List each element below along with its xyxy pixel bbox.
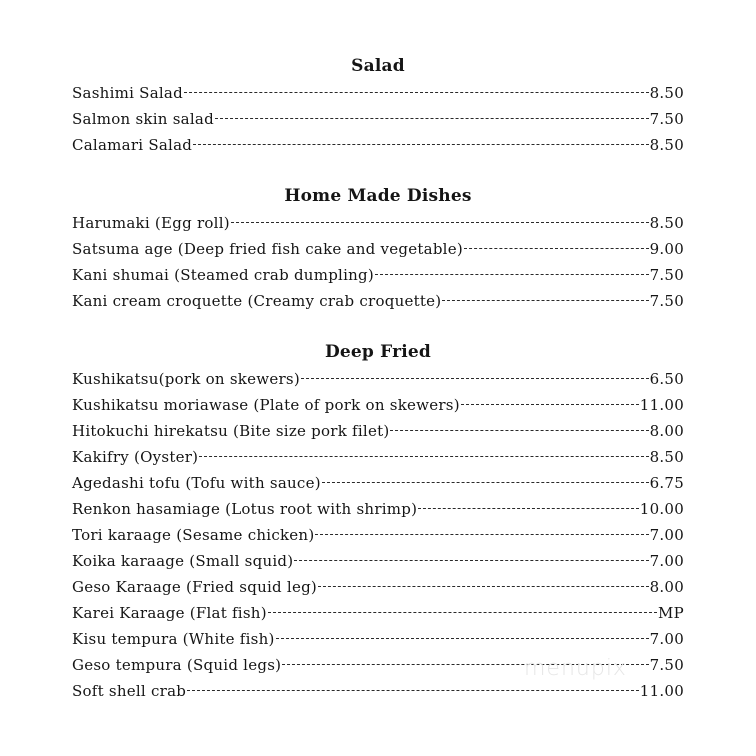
dot-leader	[418, 507, 639, 509]
dot-leader	[322, 481, 649, 483]
menu-item	[72, 292, 684, 310]
menu-item	[72, 240, 684, 258]
item-price: 7.50	[649, 292, 684, 310]
menu-item	[72, 500, 684, 518]
dot-leader	[390, 429, 648, 431]
item-price: 8.50	[649, 136, 684, 154]
item-price: 8.50	[649, 84, 684, 102]
dot-leader	[294, 559, 648, 561]
item-name: Kakifry (Oyster)	[72, 448, 199, 466]
dot-leader	[464, 247, 649, 249]
dot-leader	[461, 403, 639, 405]
section-title-deep-fried: Deep Fried	[324, 342, 432, 362]
item-price: 9.00	[649, 240, 684, 258]
section-title-salad: Salad	[351, 56, 405, 76]
dot-leader	[375, 273, 649, 275]
menu-item	[72, 84, 684, 102]
menu-item	[72, 448, 684, 466]
menu-item	[72, 552, 684, 570]
item-price: 11.00	[639, 682, 684, 700]
item-price: 7.00	[649, 526, 684, 544]
dot-leader	[215, 117, 649, 119]
menu-item	[72, 474, 684, 492]
item-price: 7.00	[649, 552, 684, 570]
item-name: Koika karaage (Small squid)	[72, 552, 294, 570]
item-price: 7.50	[649, 266, 684, 284]
menu-item	[72, 526, 684, 544]
menu-item	[72, 266, 684, 284]
dot-leader	[318, 585, 649, 587]
item-name: Harumaki (Egg roll)	[72, 214, 230, 232]
menu-item	[72, 110, 684, 128]
item-price: MP	[658, 604, 684, 622]
menu-item	[72, 630, 684, 648]
item-price: 8.00	[649, 578, 684, 596]
item-name: Tori karaage (Sesame chicken)	[72, 526, 315, 544]
item-name: Kani cream croquette (Creamy crab croquette)	[72, 292, 442, 310]
item-name: Kushikatsu moriawase (Plate of pork on skewers)	[72, 396, 460, 414]
item-name: Hitokuchi hirekatsu (Bite size pork filet)	[72, 422, 390, 440]
item-price: 8.50	[649, 448, 684, 466]
menupix-watermark: menupix	[524, 656, 627, 681]
item-name: Satsuma age (Deep fried fish cake and vegetable)	[72, 240, 463, 258]
section-title-home-made-dishes: Home Made Dishes	[284, 186, 472, 206]
item-price: 10.00	[639, 500, 684, 518]
item-name: Karei Karaage (Flat fish)	[72, 604, 267, 622]
dot-leader	[231, 221, 649, 223]
item-name: Sashimi Salad	[72, 84, 183, 102]
item-name: Calamari Salad	[72, 136, 193, 154]
item-name: Salmon skin salad	[72, 110, 214, 128]
menu-item	[72, 578, 684, 596]
dot-leader	[315, 533, 648, 535]
item-name: Agedashi tofu (Tofu with sauce)	[72, 474, 321, 492]
item-price: 8.50	[649, 214, 684, 232]
menu-item	[72, 214, 684, 232]
item-name: Geso Karaage (Fried squid leg)	[72, 578, 318, 596]
menu-item	[72, 422, 684, 440]
dot-leader	[268, 611, 657, 613]
item-price: 7.50	[649, 110, 684, 128]
item-price: 7.50	[649, 656, 684, 674]
item-name: Kani shumai (Steamed crab dumpling)	[72, 266, 375, 284]
dot-leader	[301, 377, 649, 379]
dot-leader	[184, 91, 649, 93]
item-name: Soft shell crab	[72, 682, 187, 700]
dot-leader	[276, 637, 649, 639]
item-price: 7.00	[649, 630, 684, 648]
item-name: Kisu tempura (White fish)	[72, 630, 275, 648]
menu-item	[72, 136, 684, 154]
item-name: Geso tempura (Squid legs)	[72, 656, 282, 674]
item-price: 6.75	[649, 474, 684, 492]
menu-item	[72, 370, 684, 388]
dot-leader	[187, 689, 639, 691]
item-price: 8.00	[649, 422, 684, 440]
dot-leader	[442, 299, 648, 301]
dot-leader	[199, 455, 648, 457]
menu-item	[72, 682, 684, 700]
item-price: 11.00	[639, 396, 684, 414]
dot-leader	[193, 143, 648, 145]
item-price: 6.50	[649, 370, 684, 388]
menu-item	[72, 396, 684, 414]
item-name: Renkon hasamiage (Lotus root with shrimp)	[72, 500, 418, 518]
item-name: Kushikatsu(pork on skewers)	[72, 370, 300, 388]
menu-item	[72, 604, 684, 622]
